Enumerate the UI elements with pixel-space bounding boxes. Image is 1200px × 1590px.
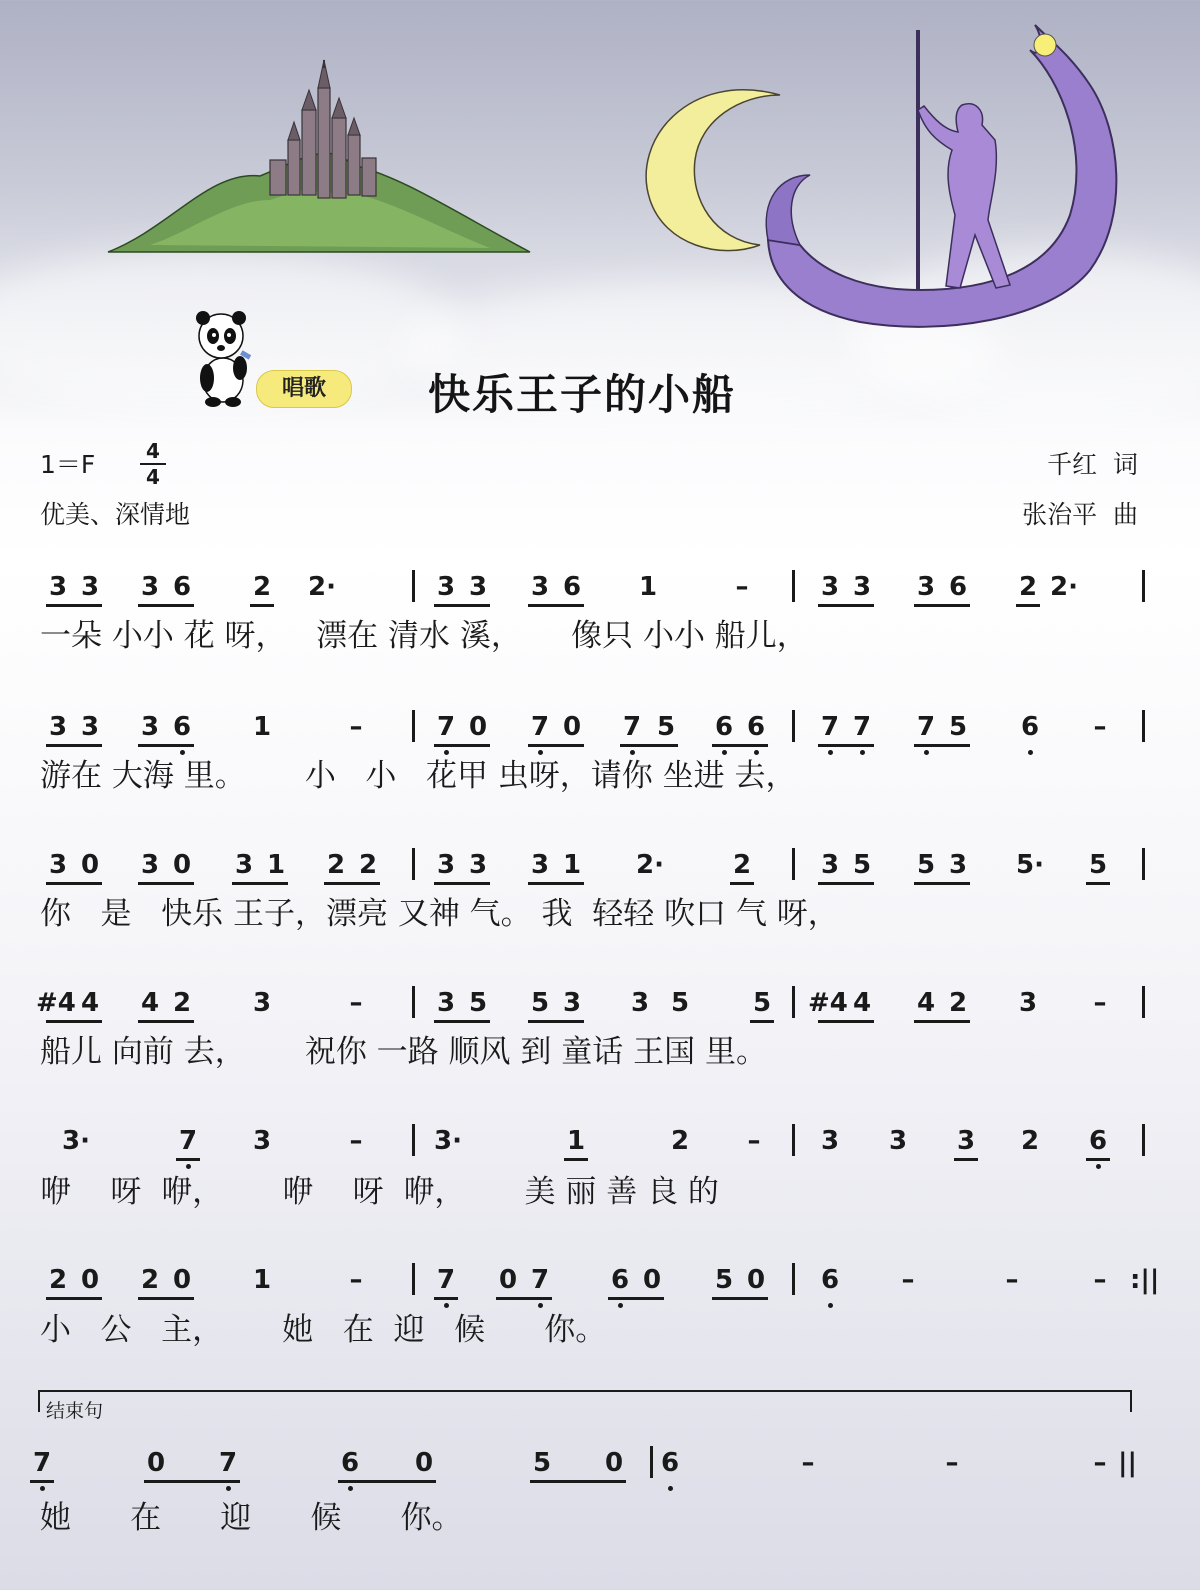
note: 3 — [916, 572, 936, 602]
note: 5 — [714, 1265, 734, 1295]
note: 5 — [1088, 850, 1108, 880]
time-signature — [140, 440, 166, 488]
eighth-note-underline — [46, 744, 102, 747]
eighth-note-underline — [914, 1020, 970, 1023]
note: 3 — [562, 988, 582, 1018]
note: 4 — [140, 988, 160, 1018]
eighth-note-underline — [1016, 604, 1040, 607]
ending-label: 结束句 — [46, 1400, 104, 1422]
barline — [412, 570, 415, 602]
eighth-note-underline — [46, 1297, 102, 1300]
lower-octave-dot — [828, 750, 833, 755]
note: 3 — [630, 988, 650, 1018]
note-extension-dash: – — [1093, 1448, 1107, 1478]
barline — [412, 1263, 415, 1295]
eighth-note-underline — [528, 604, 584, 607]
note: 2 — [670, 1126, 690, 1156]
eighth-note-underline — [608, 1297, 664, 1300]
note: 2 — [1020, 1126, 1040, 1156]
note: 5 — [948, 712, 968, 742]
lower-octave-dot — [180, 750, 185, 755]
note: 6 — [948, 572, 968, 602]
note: 6 — [660, 1448, 680, 1478]
note: #4 — [808, 988, 848, 1018]
eighth-note-underline — [434, 882, 490, 885]
note: 6 — [340, 1448, 360, 1478]
eighth-note-underline — [954, 1158, 978, 1161]
lower-octave-dot — [226, 1486, 231, 1491]
note-extension-dash: – — [1093, 988, 1107, 1018]
lower-octave-dot — [444, 1303, 449, 1308]
barline — [1142, 848, 1145, 880]
barline — [1142, 710, 1145, 742]
note: 0 — [498, 1265, 518, 1295]
note: 6 — [820, 1265, 840, 1295]
note: 6 — [562, 572, 582, 602]
castle-hill-illustration — [108, 60, 530, 252]
eighth-note-underline — [914, 744, 970, 747]
barline — [412, 1124, 415, 1156]
key-signature: 1＝F — [40, 450, 96, 479]
note: 0 — [746, 1265, 766, 1295]
note: 3 — [252, 988, 272, 1018]
note: #4 — [36, 988, 76, 1018]
eighth-note-underline — [818, 604, 874, 607]
note: 3 — [852, 572, 872, 602]
note: 3 — [252, 1126, 272, 1156]
note: 6 — [610, 1265, 630, 1295]
eighth-note-underline — [46, 1020, 102, 1023]
note: 3 — [234, 850, 254, 880]
composer-credit: 张治平 曲 — [1022, 500, 1138, 529]
note: 6 — [172, 572, 192, 602]
lyric-line: 船儿 向前 去， 祝你 一路 顺风 到 童话 王国 里。 — [40, 1034, 767, 1070]
lyric-line: 一朵 小小 花 呀， 漂在 清水 溪， 像只 小小 船儿， — [40, 618, 808, 654]
note: 1 — [638, 572, 658, 602]
lyric-line: 你 是 快乐 王子，漂亮 又神 气。 我 轻轻 吹口 气 呀， — [40, 896, 839, 932]
eighth-note-underline — [434, 1297, 458, 1300]
note: 5 — [530, 988, 550, 1018]
note: 6 — [714, 712, 734, 742]
eighth-note-underline — [46, 882, 102, 885]
lyric-line: 咿 呀 咿， 咿 呀 咿， 美 丽 善 良 的 — [40, 1174, 719, 1210]
note: 3 — [956, 1126, 976, 1156]
eighth-note-underline — [434, 744, 490, 747]
note: 3 — [140, 712, 160, 742]
eighth-note-underline — [232, 882, 288, 885]
lyricist-credit: 千红 词 — [1047, 450, 1138, 479]
eighth-note-underline — [434, 604, 490, 607]
lower-octave-dot — [348, 1486, 353, 1491]
note: 7 — [218, 1448, 238, 1478]
eighth-note-underline — [144, 1480, 240, 1483]
note: 7 — [530, 712, 550, 742]
eighth-note-underline — [1086, 1158, 1110, 1161]
lyric-line: 游在 大海 里。 小 小 花甲 虫呀，请你 坐进 去， — [40, 758, 797, 794]
note: 2 — [252, 572, 272, 602]
lower-octave-dot — [444, 750, 449, 755]
note-extension-dash: – — [1005, 1265, 1019, 1295]
note-extension-dash: – — [747, 1126, 761, 1156]
note: 2 — [172, 988, 192, 1018]
note: 7 — [436, 1265, 456, 1295]
note: 0 — [80, 1265, 100, 1295]
barline — [412, 848, 415, 880]
note: 3· — [434, 1126, 462, 1156]
note: 0 — [468, 712, 488, 742]
note: 0 — [604, 1448, 624, 1478]
note-extension-dash: – — [1093, 712, 1107, 742]
note: 0 — [562, 712, 582, 742]
eighth-note-underline — [914, 604, 970, 607]
note: 7 — [436, 712, 456, 742]
lower-octave-dot — [618, 1303, 623, 1308]
eighth-note-underline — [818, 1020, 874, 1023]
lyric-line: 小 公 主， 她 在 迎 候 你。 — [40, 1312, 607, 1348]
lower-octave-dot — [1096, 1164, 1101, 1169]
note: 3 — [436, 572, 456, 602]
note: 2· — [636, 850, 664, 880]
barline — [412, 986, 415, 1018]
barline — [1142, 986, 1145, 1018]
lower-octave-dot — [828, 1303, 833, 1308]
note-extension-dash: – — [349, 1265, 363, 1295]
lower-octave-dot — [860, 750, 865, 755]
note: 6 — [1088, 1126, 1108, 1156]
eighth-note-underline — [138, 1020, 194, 1023]
note-extension-dash: – — [349, 712, 363, 742]
repeat-end-barline: :|| — [1130, 1265, 1160, 1295]
note: 4 — [80, 988, 100, 1018]
note: 3· — [62, 1126, 90, 1156]
note: 5· — [1016, 850, 1044, 880]
note: 3 — [948, 850, 968, 880]
lower-octave-dot — [754, 750, 759, 755]
time-denominator: 4 — [146, 465, 160, 489]
barline — [792, 1124, 795, 1156]
lower-octave-dot — [538, 1303, 543, 1308]
note: 2 — [48, 1265, 68, 1295]
lower-octave-dot — [1028, 750, 1033, 755]
panda-singing-illustration — [185, 308, 260, 408]
eighth-note-underline — [30, 1480, 54, 1483]
eighth-note-underline — [46, 604, 102, 607]
note: 6 — [1020, 712, 1040, 742]
note: 3 — [436, 988, 456, 1018]
eighth-note-underline — [564, 1158, 588, 1161]
eighth-note-underline — [434, 1020, 490, 1023]
note: 2· — [308, 572, 336, 602]
note: 2 — [732, 850, 752, 880]
note: 2 — [326, 850, 346, 880]
note: 1 — [252, 1265, 272, 1295]
note-extension-dash: – — [349, 988, 363, 1018]
barline — [412, 710, 415, 742]
note: 3 — [1018, 988, 1038, 1018]
note: 4 — [852, 988, 872, 1018]
sing-badge: 唱歌 — [256, 370, 352, 408]
note-extension-dash: – — [735, 572, 749, 602]
eighth-note-underline — [496, 1297, 552, 1300]
note: 3 — [888, 1126, 908, 1156]
lower-octave-dot — [722, 750, 727, 755]
note: 0 — [642, 1265, 662, 1295]
note: 0 — [172, 1265, 192, 1295]
eighth-note-underline — [1086, 882, 1110, 885]
note: 7 — [530, 1265, 550, 1295]
note: 2 — [140, 1265, 160, 1295]
eighth-note-underline — [138, 1297, 194, 1300]
note: 3 — [48, 572, 68, 602]
night-illustration — [0, 0, 1200, 360]
note: 6 — [172, 712, 192, 742]
note: 3 — [468, 850, 488, 880]
note: 1 — [562, 850, 582, 880]
note: 0 — [80, 850, 100, 880]
note: 5 — [468, 988, 488, 1018]
eighth-note-underline — [324, 882, 380, 885]
note-extension-dash: – — [901, 1265, 915, 1295]
eighth-note-underline — [528, 1020, 584, 1023]
lower-octave-dot — [924, 750, 929, 755]
note: 4 — [916, 988, 936, 1018]
note: 3 — [530, 572, 550, 602]
note: 3 — [80, 712, 100, 742]
note: 7 — [178, 1126, 198, 1156]
barline — [792, 986, 795, 1018]
note: 3 — [48, 850, 68, 880]
eighth-note-underline — [818, 744, 874, 747]
note: 1 — [566, 1126, 586, 1156]
eighth-note-underline — [712, 1297, 768, 1300]
barline — [792, 848, 795, 880]
note-extension-dash: – — [349, 1126, 363, 1156]
note: 7 — [852, 712, 872, 742]
note: 0 — [146, 1448, 166, 1478]
note: 7 — [916, 712, 936, 742]
barline — [650, 1446, 653, 1478]
note: 0 — [414, 1448, 434, 1478]
lower-octave-dot — [186, 1164, 191, 1169]
eighth-note-underline — [338, 1480, 436, 1483]
note: 5 — [670, 988, 690, 1018]
note: 5 — [752, 988, 772, 1018]
note: 0 — [172, 850, 192, 880]
eighth-note-underline — [750, 1020, 774, 1023]
note-extension-dash: – — [801, 1448, 815, 1478]
note: 6 — [746, 712, 766, 742]
note: 3 — [140, 572, 160, 602]
crescent-moon-illustration — [646, 90, 780, 251]
eighth-note-underline — [712, 744, 768, 747]
eighth-note-underline — [818, 882, 874, 885]
barline — [792, 1263, 795, 1295]
song-title: 快乐王子的小船 — [428, 370, 737, 419]
note: 3 — [140, 850, 160, 880]
note: 2 — [1018, 572, 1038, 602]
note: 2 — [358, 850, 378, 880]
note: 2 — [948, 988, 968, 1018]
note: 3 — [468, 572, 488, 602]
note: 3 — [530, 850, 550, 880]
lyric-line: 她 在 迎 候 你。 — [40, 1500, 463, 1536]
eighth-note-underline — [528, 882, 584, 885]
note: 1 — [266, 850, 286, 880]
barline — [792, 710, 795, 742]
barline — [792, 570, 795, 602]
note: 3 — [820, 572, 840, 602]
eighth-note-underline — [138, 744, 194, 747]
eighth-note-underline — [176, 1158, 200, 1161]
ending-bracket — [38, 1390, 1132, 1392]
expression-marking: 优美、深情地 — [40, 500, 191, 529]
note: 3 — [820, 850, 840, 880]
note: 3 — [80, 572, 100, 602]
note: 3 — [48, 712, 68, 742]
eighth-note-underline — [138, 604, 194, 607]
note: 7 — [32, 1448, 52, 1478]
note: 5 — [852, 850, 872, 880]
eighth-note-underline — [530, 1480, 626, 1483]
note: 1 — [252, 712, 272, 742]
time-numerator: 4 — [146, 439, 160, 463]
eighth-note-underline — [138, 882, 194, 885]
barline — [1142, 570, 1145, 602]
note: 3 — [820, 1126, 840, 1156]
note: 7 — [622, 712, 642, 742]
boat-illustration — [766, 25, 1116, 327]
lower-octave-dot — [538, 750, 543, 755]
eighth-note-underline — [250, 604, 274, 607]
barline — [1142, 1124, 1145, 1156]
eighth-note-underline — [914, 882, 970, 885]
note: 2· — [1050, 572, 1078, 602]
note: 3 — [436, 850, 456, 880]
note: 5 — [656, 712, 676, 742]
note: 5 — [532, 1448, 552, 1478]
eighth-note-underline — [730, 882, 754, 885]
lower-octave-dot — [668, 1486, 673, 1491]
note: 7 — [820, 712, 840, 742]
eighth-note-underline — [528, 744, 584, 747]
final-barline: || — [1118, 1448, 1137, 1478]
lower-octave-dot — [630, 750, 635, 755]
note: 5 — [916, 850, 936, 880]
note-extension-dash: – — [945, 1448, 959, 1478]
note-extension-dash: – — [1093, 1265, 1107, 1295]
eighth-note-underline — [620, 744, 678, 747]
lower-octave-dot — [40, 1486, 45, 1491]
